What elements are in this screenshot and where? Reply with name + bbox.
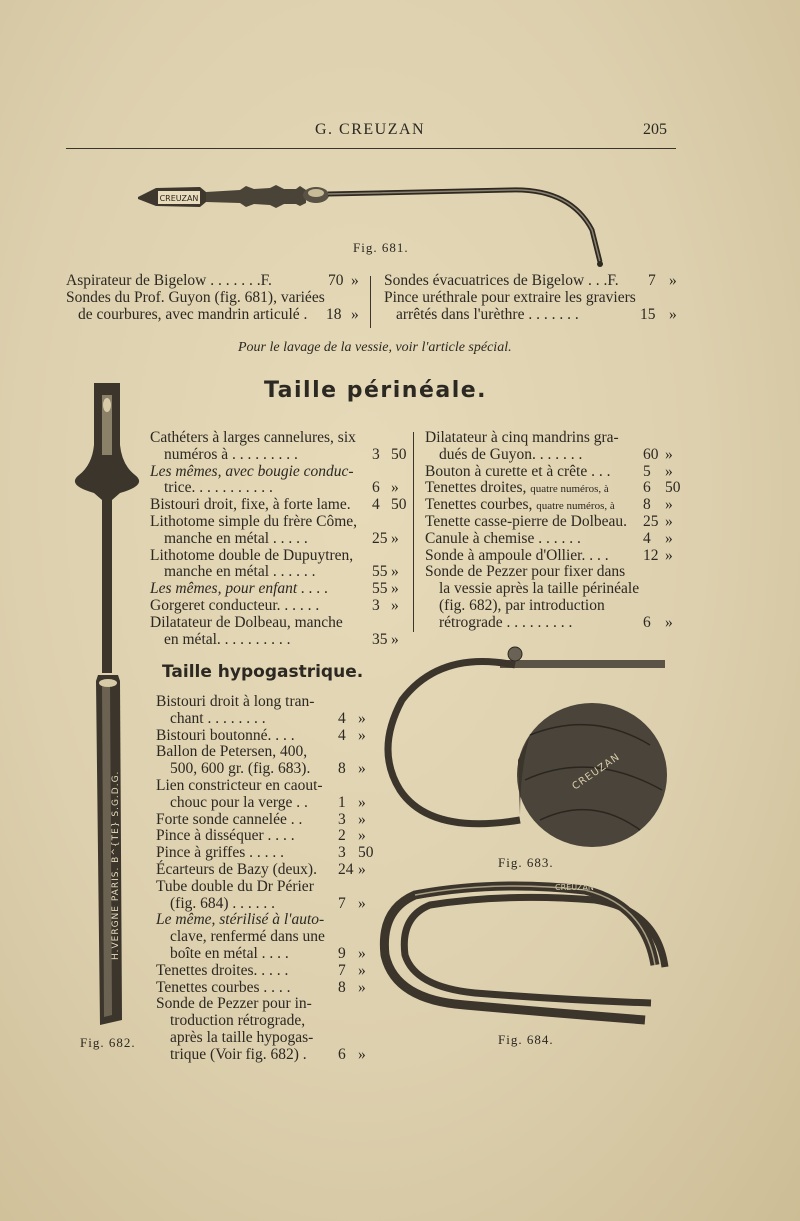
list-item: Aspirateur de Bigelow . . . . . . .F. 70 »: [66, 272, 359, 289]
list-item: Sonde à ampoule d'Ollier. . . . 12 »: [425, 546, 673, 564]
list-item: Forte sonde cannelée . . 3 »: [156, 810, 366, 828]
list-item: Gorgeret conducteur. . . . . . 3 »: [150, 596, 399, 614]
list-item: Bistouri boutonné. . . . 4 »: [156, 726, 366, 744]
list-item: dués de Guyon. . . . . . . 60 »: [439, 445, 673, 463]
running-title: G. CREUZAN: [315, 121, 426, 138]
fig-681-caption: Fig. 681.: [353, 240, 409, 255]
page-number: 205: [643, 121, 667, 138]
fig-683-stamp: CREUZAN: [570, 751, 623, 793]
list-item: manche en métal . . . . . 25 »: [164, 529, 399, 547]
fig-684-stamp: CREUZAN: [555, 883, 594, 892]
fig-684-double-tube-illustration: [375, 875, 675, 1035]
list-item: (fig. 684) . . . . . . 7 »: [170, 894, 366, 912]
list-item: après la taille hypogas-: [170, 1028, 314, 1046]
list-item: chouc pour la verge . . 1 »: [170, 793, 366, 811]
list-item: trique (Voir fig. 682) . 6 »: [170, 1045, 366, 1063]
list-item: Pince à disséquer . . . . 2 »: [156, 827, 366, 845]
list-item: Le même, stérilisé à l'auto-: [156, 911, 325, 929]
list-item: Bistouri droit à long tran-: [156, 693, 315, 710]
list-item: Lithotome double de Dupuytren,: [150, 546, 354, 564]
top-right-list: [384, 273, 684, 324]
fig-681-stamp: CREUZAN: [159, 194, 199, 203]
fig-683-petersen-balloon-illustration: [380, 640, 670, 855]
list-item: Bistouri droit, fixe, à forte lame. 4 50: [150, 496, 407, 514]
fig-682-imprint: H.VERGNE PARIS. B^{TE} S.G.D.G.: [111, 770, 121, 960]
list-item: Les mêmes, pour enfant . . . . 55 »: [150, 580, 399, 598]
list-item: Tenettes courbes, quatre numéros, à 8 »: [425, 496, 673, 514]
list-item: Tenettes droites, quatre numéros, à 6 50: [425, 479, 681, 497]
lavage-note: Pour le lavage de la vessie, voir l'article spécial.: [238, 340, 512, 355]
section-title-hypogastrique: Taille hypogastrique.: [162, 662, 364, 682]
list-item: Pince uréthrale pour extraire les graviers: [384, 289, 636, 306]
list-item: Dilatateur de Dolbeau, manche: [150, 613, 343, 631]
list-item: Sonde de Pezzer pour in-: [156, 995, 312, 1013]
list-item: Bouton à curette et à crête . . . 5 »: [425, 462, 673, 480]
list-item: rétrograde . . . . . . . . . 6 »: [439, 613, 673, 631]
fig-684-caption: Fig. 684.: [498, 1032, 554, 1047]
list-item: (fig. 682), par introduction: [439, 596, 605, 614]
column-divider: [370, 276, 371, 328]
section-title-perineale: Taille périnéale.: [264, 378, 488, 403]
list-item: 500, 600 gr. (fig. 683). 8 »: [170, 760, 366, 778]
top-left-list: [66, 273, 366, 324]
header-rule: [66, 148, 676, 149]
list-item: Tenettes courbes . . . . 8 »: [156, 978, 366, 996]
column-divider: [413, 432, 414, 632]
list-item: numéros à . . . . . . . . . 3 50: [164, 445, 407, 463]
list-item: Lithotome simple du frère Côme,: [150, 512, 358, 530]
list-item: boîte en métal . . . . 9 »: [170, 944, 366, 962]
list-item: la vessie après la taille périnéale: [439, 580, 640, 598]
list-item: arrêtés dans l'urèthre . . . . . . . 15 »: [396, 306, 677, 323]
list-item: Ballon de Petersen, 400,: [156, 743, 308, 761]
list-item: Tenettes droites. . . . . 7 »: [156, 961, 366, 979]
list-item: de courbures, avec mandrin articulé . 18 »: [78, 306, 359, 323]
list-item: Lien constricteur en caout-: [156, 776, 323, 794]
list-item: Cathéters à larges cannelures, six: [150, 429, 356, 446]
fig-683-caption: Fig. 683.: [498, 855, 554, 870]
list-item: Les mêmes, avec bougie conduc-: [150, 462, 354, 480]
list-item: chant . . . . . . . . 4 »: [170, 709, 366, 727]
list-item: Sonde de Pezzer pour fixer dans: [425, 563, 626, 581]
fig-681-sound-illustration: [130, 170, 610, 275]
fig-682-caption: Fig. 682.: [80, 1035, 136, 1050]
list-item: en métal. . . . . . . . . . 35 »: [164, 630, 399, 648]
list-item: manche en métal . . . . . . 55 »: [164, 563, 399, 581]
list-item: clave, renfermé dans une: [170, 928, 325, 946]
list-item: Sondes du Prof. Guyon (fig. 681), variées: [66, 289, 325, 306]
list-item: troduction rétrograde,: [170, 1012, 306, 1030]
list-item: trice. . . . . . . . . . . 6 »: [164, 479, 399, 497]
perineale-left-list: [150, 430, 405, 648]
perineale-right-list: [425, 430, 680, 632]
hypogastrique-list: [156, 693, 374, 1064]
list-item: Canule à chemise . . . . . . 4 »: [425, 529, 673, 547]
list-item: Écarteurs de Bazy (deux). 24 »: [156, 860, 366, 878]
list-item: Sondes évacuatrices de Bigelow . . .F. 7 »: [384, 272, 677, 289]
list-item: Tube double du Dr Périer: [156, 877, 314, 895]
list-item: Dilatateur à cinq mandrins gra-: [425, 429, 619, 446]
list-item: Tenette casse-pierre de Dolbeau. 25 »: [425, 512, 673, 530]
fig-682-pezzer-sound-illustration: [60, 375, 150, 1035]
list-item: Pince à griffes . . . . . 3 50: [156, 844, 374, 862]
